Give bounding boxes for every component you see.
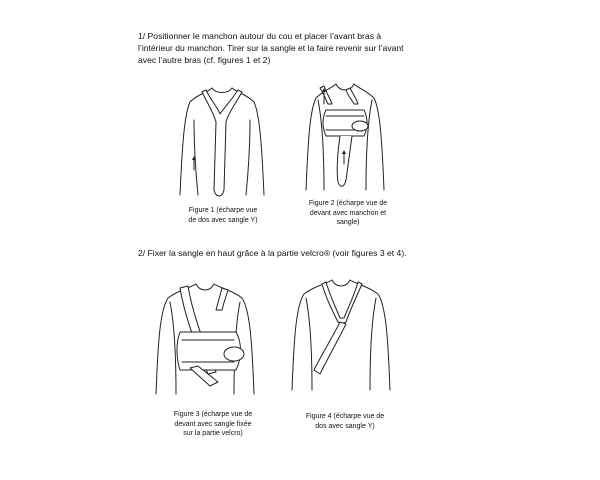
figure-3-caption-line-1: Figure 3 (écharpe vue de <box>173 411 253 418</box>
figure-3-caption-line-3: sur la partie velcro) <box>183 430 243 437</box>
figure-3-caption <box>168 410 258 439</box>
step-2-line-1: 2/ Fixer la sangle en haut grâce à la partie velcro® (voir figures 3 et 4). <box>138 248 407 258</box>
step-1-line-3: avec l’autre bras (cf. figures 1 et 2) <box>138 55 271 65</box>
figure-1-caption-line-1: Figure 1 (écharpe vue <box>188 207 258 214</box>
figure-1-caption <box>178 206 268 225</box>
figure-2-caption-line-3: sangle) <box>336 219 360 226</box>
step-2-instructions <box>138 247 438 259</box>
step-1-line-1: 1/ Positionner le manchon autour du cou et placer l’avant bras à <box>138 31 382 41</box>
figure-1-illustration <box>172 80 272 200</box>
figure-4-caption-line-1: Figure 4 (écharpe vue de <box>305 413 385 420</box>
figure-4-caption <box>300 412 390 431</box>
figure-3-illustration <box>150 282 260 402</box>
figure-1-caption-line-2: de dos avec sangle Y) <box>188 216 258 224</box>
step-1-line-2: l’intérieur du manchon. Tirer sur la sangle et la faire revenir sur l’avant <box>138 43 404 53</box>
figure-2-caption-line-2: devant avec manchon et <box>309 209 387 217</box>
figure-2-caption <box>303 199 393 228</box>
step-1-instructions <box>138 30 438 66</box>
figure-2-illustration <box>300 80 390 200</box>
figure-4-caption-line-2: dos avec sangle Y) <box>315 422 375 430</box>
figure-4-illustration <box>286 278 396 398</box>
figure-3-caption-line-2: devant avec sangle fixée <box>174 420 252 428</box>
figure-2-caption-line-1: Figure 2 (écharpe vue de <box>308 200 388 207</box>
